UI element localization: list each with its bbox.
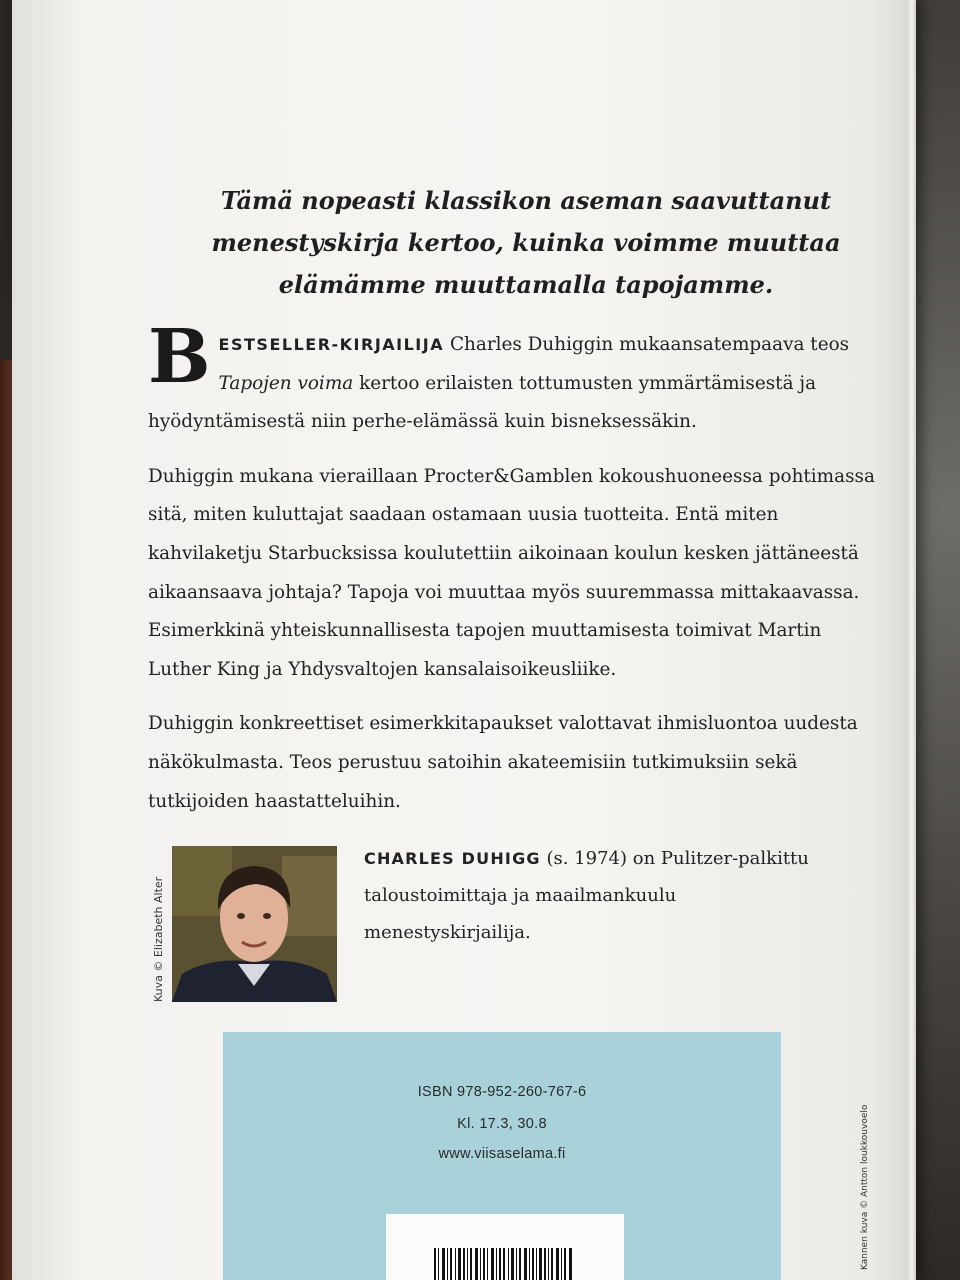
cover-credit: Kannen kuva © Antton loukkouvoelo xyxy=(860,1104,870,1270)
author-bio xyxy=(364,840,824,951)
isbn-text: ISBN 978-952-260-767-6 xyxy=(417,1084,587,1100)
tagline: Tämä nopeasti klassikon aseman saavuttanut menestyskirja kertoo, kuinka voimme muuttaa elämämme muuttamalla tapojamme. xyxy=(211,186,841,299)
author-name: CHARLES DUHIGG xyxy=(364,849,541,868)
drop-cap: B xyxy=(148,314,211,400)
book-title: Tapojen voima xyxy=(218,372,354,394)
barcode-icon xyxy=(434,1248,574,1280)
publisher-info-box xyxy=(223,1032,781,1280)
classification-text: Kl. 17.3, 30.8 xyxy=(457,1116,547,1132)
paragraph-3: Duhiggin konkreettiset esimerkkitapaukset valottavat ihmisluontoa uudesta näkökulmasta. Teos perustuu satoihin akateemisiin tutkimuksiin sekä tutkijoiden haastatteluihin. xyxy=(148,713,858,812)
paragraph-1 xyxy=(148,314,878,442)
barcode-area xyxy=(386,1214,624,1280)
paragraph-1-before-title: Charles Duhiggin mukaansatempaava teos xyxy=(444,334,850,355)
author-bio-text: (s. 1974) on Pulitzer-palkittu taloustoimittaja ja maailmankuulu menestyskirjailija. xyxy=(364,848,809,943)
author-photo xyxy=(172,846,337,1002)
publisher-website: www.viisaselama.fi xyxy=(438,1146,566,1162)
book-page-edge xyxy=(906,0,916,1280)
paragraph-2: Duhiggin mukana vieraillaan Procter&Gamblen kokoushuoneessa pohtimassa sitä, miten kuluttajat saadaan ostamaan uusia tuotteita. Entä miten kahvilaketju Starbucksissa koulutettiin aikoinaan koulun kesken jättäneestä aikaansaava johtaja? Tapoja voi muuttaa myös suuremmassa mittakaavassa. Esimerkkinä yhteiskunnallisesta tapojen muuttamisesta toimivat Martin Luther King ja Yhdysvaltojen kansalaisoikeusliike. xyxy=(148,465,875,680)
book-back-cover xyxy=(12,0,916,1280)
description-text xyxy=(148,314,878,837)
paragraph-1-after-title: kertoo erilaisten tottumusten ymmärtämisestä ja hyödyntämisestä niin perhe-elämässä kuin bisneksessäkin. xyxy=(148,372,817,433)
paragraph-1-lead: ESTSELLER-KIRJAILIJA xyxy=(218,335,445,354)
photo-credit: Kuva © Elizabeth Alter xyxy=(152,876,165,1002)
